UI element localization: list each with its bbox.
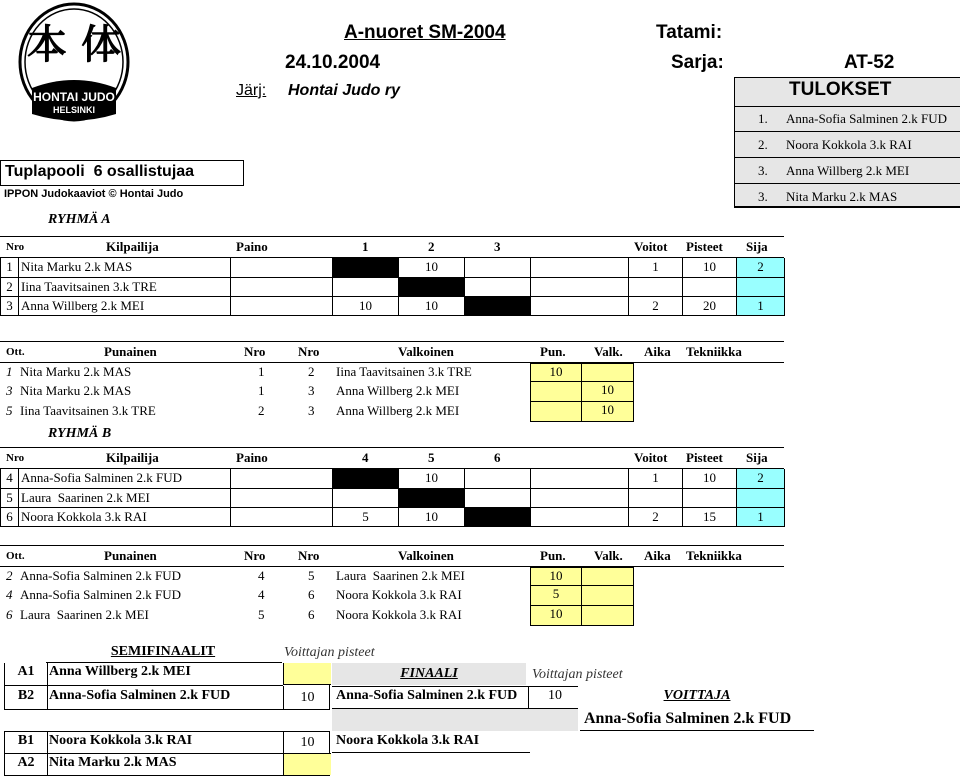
red-fighter: Anna-Sofia Salminen 2.k FUD <box>20 568 182 583</box>
group-a-table <box>0 258 785 316</box>
table-cell: 3 <box>1 297 19 316</box>
table-cell: Anna-Sofia Salminen 2.k FUD <box>19 469 231 489</box>
table-cell <box>531 258 629 278</box>
semi1-winner: Anna-Sofia Salminen 2.k FUD <box>336 688 518 703</box>
white-fighter: Noora Kokkola 3.k RAI <box>336 607 462 622</box>
match-number: 4 <box>6 587 13 602</box>
red-score: 10 <box>530 606 582 626</box>
table-cell <box>531 469 629 489</box>
table-cell <box>465 278 531 297</box>
table-cell: 10 <box>399 258 465 278</box>
pool-info: Tuplapooli 6 osallistujaa <box>5 163 195 180</box>
red-score: 5 <box>530 586 582 606</box>
blocked-cell <box>333 469 399 489</box>
table-cell: Nita Marku 2.k MAS <box>19 258 231 278</box>
red-score <box>530 382 582 402</box>
red-score <box>530 402 582 422</box>
result-row <box>734 132 960 158</box>
table-cell: 1 <box>629 258 683 278</box>
result-row <box>734 158 960 184</box>
table-cell <box>531 508 629 527</box>
match-col-header: Ott. <box>6 346 25 358</box>
pool-box <box>0 160 244 186</box>
table-cell: 2 <box>1 278 19 297</box>
table-cell <box>465 469 531 489</box>
winner-name: Anna-Sofia Salminen 2.k FUD <box>584 710 792 727</box>
white-score <box>582 363 634 382</box>
match-col-header: Pun. <box>540 344 566 359</box>
points-cell <box>283 754 331 775</box>
blocked-cell <box>333 258 399 278</box>
points-cell <box>283 663 331 685</box>
winner-title: VOITTAJA <box>663 688 731 703</box>
match-col-header: Punainen <box>104 344 157 359</box>
match-col-header: Nro <box>244 344 266 359</box>
col-header: 6 <box>494 450 501 465</box>
col-header: Nro <box>6 241 25 253</box>
col-header: Voitot <box>634 450 668 465</box>
table-cell <box>465 258 531 278</box>
table-cell: 10 <box>333 297 399 316</box>
points-cell: 10 <box>283 686 331 709</box>
table-cell: 2 <box>629 508 683 527</box>
page-title: A-nuoret SM-2004 <box>344 22 506 43</box>
col-header: Paino <box>236 239 268 254</box>
red-nro: 5 <box>258 607 265 622</box>
white-fighter: Iina Taavitsainen 3.k TRE <box>336 364 472 379</box>
table-cell: 20 <box>683 297 737 316</box>
table-cell <box>231 297 333 316</box>
blocked-cell <box>465 508 531 527</box>
match-col-header: Valkoinen <box>398 548 454 563</box>
red-fighter: Nita Marku 2.k MAS <box>20 364 132 379</box>
col-header: Sija <box>746 239 768 254</box>
series-value: AT-52 <box>844 52 895 73</box>
seed-name: Anna-Sofia Salminen 2.k FUD <box>49 688 231 703</box>
group-b-table <box>0 469 785 527</box>
result-name: Noora Kokkola 3.k RAI <box>786 137 912 152</box>
result-place: 1. <box>758 111 768 126</box>
match-number: 6 <box>6 607 13 622</box>
table-cell: 10 <box>399 297 465 316</box>
col-header: Paino <box>236 450 268 465</box>
seed-name: Nita Marku 2.k MAS <box>49 755 177 770</box>
result-place: 3. <box>758 189 768 204</box>
match-number: 5 <box>6 403 13 418</box>
final-title-overlay: FINAALI <box>400 666 458 681</box>
table-cell <box>465 489 531 508</box>
result-place: 2. <box>758 137 768 152</box>
match-col-header: Aika <box>644 344 671 359</box>
rank-cell: 1 <box>737 508 785 527</box>
final-points-label: Voittajan pisteet <box>532 667 623 682</box>
col-header: Pisteet <box>686 450 723 465</box>
red-nro: 2 <box>258 403 265 418</box>
table-cell <box>629 278 683 297</box>
event-date: 24.10.2004 <box>285 52 381 73</box>
match-number: 3 <box>6 383 13 398</box>
rank-cell: 1 <box>737 297 785 316</box>
white-nro: 6 <box>308 607 315 622</box>
table-cell: 6 <box>1 508 19 527</box>
col-header: Nro <box>6 452 25 464</box>
match-col-header: Ott. <box>6 550 25 562</box>
table-cell: Noora Kokkola 3.k RAI <box>19 508 231 527</box>
semifinal-points-label: Voittajan pisteet <box>284 645 375 660</box>
result-row <box>734 106 960 132</box>
table-cell: 2 <box>629 297 683 316</box>
table-cell <box>231 258 333 278</box>
table-cell: 1 <box>1 258 19 278</box>
organizer: Hontai Judo ry <box>288 82 401 99</box>
red-fighter: Anna-Sofia Salminen 2.k FUD <box>20 587 182 602</box>
seed-label: A2 <box>17 755 35 770</box>
logo <box>18 2 130 122</box>
col-header: Kilpailija <box>106 239 159 254</box>
group-a-matches <box>0 363 784 423</box>
organizer-label: Järj: <box>236 82 267 99</box>
logo-kanji: 本 体 <box>27 22 121 68</box>
col-header: Pisteet <box>686 239 723 254</box>
white-score: 10 <box>582 382 634 402</box>
series-label: Sarja: <box>671 52 724 73</box>
table-cell <box>231 278 333 297</box>
table-cell: Laura Saarinen 2.k MEI <box>19 489 231 508</box>
credit: IPPON Judokaaviot © Hontai Judo <box>4 188 184 200</box>
table-cell <box>231 489 333 508</box>
seed-name: Noora Kokkola 3.k RAI <box>49 733 193 748</box>
match-number: 1 <box>6 364 13 379</box>
points-cell: 10 <box>283 732 331 753</box>
blocked-cell <box>465 297 531 316</box>
semi2-winner: Noora Kokkola 3.k RAI <box>336 733 480 748</box>
blocked-cell <box>399 489 465 508</box>
match-col-header: Nro <box>298 344 320 359</box>
match-col-header: Tekniikka <box>686 548 742 563</box>
white-nro: 5 <box>308 568 315 583</box>
white-score <box>582 606 634 626</box>
table-cell <box>683 278 737 297</box>
final-points: 10 <box>548 688 562 703</box>
table-cell <box>333 278 399 297</box>
table-cell <box>333 489 399 508</box>
table-cell <box>531 297 629 316</box>
table-cell <box>531 278 629 297</box>
red-fighter: Nita Marku 2.k MAS <box>20 383 132 398</box>
col-header: 5 <box>428 450 435 465</box>
match-number: 2 <box>6 568 13 583</box>
seed-label: B1 <box>17 733 35 748</box>
match-col-header: Nro <box>244 548 266 563</box>
table-cell <box>231 469 333 489</box>
red-fighter: Laura Saarinen 2.k MEI <box>20 607 149 622</box>
white-nro: 6 <box>308 587 315 602</box>
col-header: 3 <box>494 239 501 254</box>
white-nro: 3 <box>308 383 315 398</box>
logo-city: HELSINKI <box>52 105 95 115</box>
semifinal-title: SEMIFINAALIT <box>110 644 216 659</box>
semifinal-1 <box>4 663 330 710</box>
table-cell <box>683 489 737 508</box>
red-score: 10 <box>530 567 582 586</box>
seed-label: B2 <box>17 688 35 703</box>
red-nro: 1 <box>258 364 265 379</box>
match-col-header: Aika <box>644 548 671 563</box>
match-col-header: Pun. <box>540 548 566 563</box>
group-b-matches <box>0 567 784 627</box>
white-fighter: Anna Willberg 2.k MEI <box>336 383 460 398</box>
results-list <box>734 106 960 210</box>
table-cell: 10 <box>683 469 737 489</box>
col-header: 1 <box>362 239 369 254</box>
col-header: 2 <box>428 239 435 254</box>
rank-cell <box>737 489 785 508</box>
white-nro: 3 <box>308 403 315 418</box>
red-nro: 1 <box>258 383 265 398</box>
white-fighter: Laura Saarinen 2.k MEI <box>336 568 465 583</box>
match-col-header: Nro <box>298 548 320 563</box>
match-col-header: Punainen <box>104 548 157 563</box>
tatami-label: Tatami: <box>656 22 723 43</box>
match-col-header: Tekniikka <box>686 344 742 359</box>
table-cell: 5 <box>1 489 19 508</box>
table-cell <box>629 489 683 508</box>
col-header: Voitot <box>634 239 668 254</box>
seed-label: A1 <box>17 664 35 679</box>
white-score <box>582 586 634 606</box>
red-score: 10 <box>530 363 582 382</box>
result-name: Anna-Sofia Salminen 2.k FUD <box>786 111 948 126</box>
group-b-title: RYHMÄ B <box>48 426 112 441</box>
match-col-header: Valkoinen <box>398 344 454 359</box>
table-cell: Anna Willberg 2.k MEI <box>19 297 231 316</box>
result-place: 3. <box>758 163 768 178</box>
table-cell: 5 <box>333 508 399 527</box>
group-a-title: RYHMÄ A <box>48 212 111 227</box>
white-fighter: Anna Willberg 2.k MEI <box>336 403 460 418</box>
white-score <box>582 567 634 586</box>
red-nro: 4 <box>258 587 265 602</box>
match-col-header: Valk. <box>594 344 623 359</box>
col-header: Sija <box>746 450 768 465</box>
rank-cell: 2 <box>737 469 785 489</box>
table-cell: 10 <box>399 469 465 489</box>
red-fighter: Iina Taavitsainen 3.k TRE <box>20 403 156 418</box>
red-nro: 4 <box>258 568 265 583</box>
table-cell: 15 <box>683 508 737 527</box>
table-cell: 10 <box>399 508 465 527</box>
semifinal-2 <box>4 731 330 776</box>
logo-name: HONTAI JUDO <box>33 90 115 104</box>
white-nro: 2 <box>308 364 315 379</box>
col-header: 4 <box>362 450 369 465</box>
table-cell <box>531 489 629 508</box>
table-cell: 1 <box>629 469 683 489</box>
rank-cell <box>737 278 785 297</box>
result-name: Nita Marku 2.k MAS <box>786 189 898 204</box>
white-score: 10 <box>582 402 634 422</box>
white-fighter: Noora Kokkola 3.k RAI <box>336 587 462 602</box>
result-name: Anna Willberg 2.k MEI <box>786 163 910 178</box>
table-cell <box>231 508 333 527</box>
table-cell: 10 <box>683 258 737 278</box>
seed-name: Anna Willberg 2.k MEI <box>49 664 191 679</box>
rank-cell: 2 <box>737 258 785 278</box>
blocked-cell <box>399 278 465 297</box>
table-cell: 4 <box>1 469 19 489</box>
match-col-header: Valk. <box>594 548 623 563</box>
col-header: Kilpailija <box>106 450 159 465</box>
results-title: TULOKSET <box>789 79 892 100</box>
table-cell: Iina Taavitsainen 3.k TRE <box>19 278 231 297</box>
